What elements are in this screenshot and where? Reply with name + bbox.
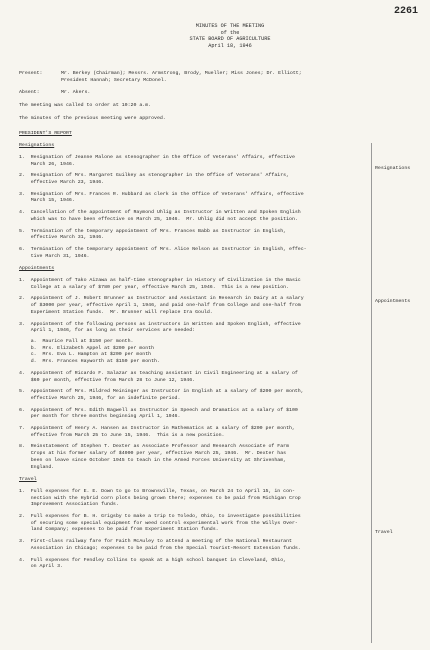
header-line-1: MINUTES OF THE MEETING xyxy=(195,23,265,29)
header-line-4: April 18, 1946 xyxy=(208,42,252,49)
margin-label-travel: Travel xyxy=(375,530,393,535)
resignation-item-line: 2. Resignation of Mrs. Margaret Guilkey as stenographer in the Office of Veterans' Affairs, xyxy=(19,173,290,179)
resignation-item-line: tive March 31, 1946. xyxy=(19,253,90,259)
appointment-item xyxy=(19,426,367,439)
resignation-item xyxy=(19,247,367,260)
present-label: Present: xyxy=(19,71,43,76)
appointment-item-line: Experiment Station funds. Mr. Brunner will replace Ira Gould. xyxy=(19,309,213,315)
resignations-list xyxy=(19,155,367,260)
appointment-item-line: c. Mrs. Eva L. Hampton at $200 per month xyxy=(19,352,152,358)
appointment-item-line: b. Mrs. Elizabeth Appel at $200 per month xyxy=(19,345,155,351)
travel-item-line: nection with the Hybrid corn plots being grown there; expenses to be paid from Michigan Crop xyxy=(19,495,301,501)
resignation-item-line: effective March 23, 1946. xyxy=(19,180,105,186)
travel-item-line: 3. First-class railway fare for Faith McAuley to attend a meeting of the National Restaurant xyxy=(19,539,292,545)
resignation-item-line: 3. Resignation of Mrs. Frances R. Hubbard as clerk in the Office of Veterans' Affairs, effective xyxy=(19,191,304,197)
resignation-item xyxy=(19,229,367,242)
header-line-3: STATE BOARD OF AGRICULTURE xyxy=(189,36,271,43)
resignation-item xyxy=(19,192,367,205)
travel-item xyxy=(19,539,367,552)
appointment-item-line: a. Maurice Fall at $150 per month. xyxy=(19,338,134,344)
appointment-item-line: College at a salary of $780 per year, effective March 25, 1946. This is a new position. xyxy=(19,284,290,290)
appointment-item-line: effective March 25, 1946, for an indefinite period. xyxy=(19,395,181,401)
appointment-item-line: 3. Appointment of the following persons as instructors in Written and Spoken English, effective xyxy=(19,321,301,327)
appointment-item-line: 4. Appointment of Ricardo F. Salazar as teaching assistant in Civil Engineering at a salary of xyxy=(19,370,298,376)
resignation-item-line: March 15, 1946. xyxy=(19,198,75,204)
travel-list xyxy=(19,489,367,571)
appointment-item-line: $60 per month, effective from March 28 to June 12, 1946. xyxy=(19,377,196,383)
page-number: 2261 xyxy=(394,6,419,17)
appointment-item xyxy=(19,408,367,421)
resignations-heading: Resignations xyxy=(19,143,55,149)
travel-item-line: Association in Chicago; expenses to be paid from the Special Tourist-Resort Extension funds. xyxy=(19,545,301,551)
travel-item xyxy=(19,514,367,534)
travel-item-line: 2. Full expenses for B. H. Grigsby to make a trip to Toledo, Ohio, to investigate possibilities xyxy=(19,514,301,520)
travel-item-line: 1. Full expenses for E. E. Down to go to Brownsville, Texas, on March 24 to April 15, in con- xyxy=(19,488,295,494)
travel-item-line: of securing some special equipment for weed control experimental work from the Willys Over- xyxy=(19,520,298,526)
travel-item-line: Improvement Association funds. xyxy=(19,502,119,508)
appointments-list xyxy=(19,278,367,471)
resignation-item-line: effective March 31, 1946. xyxy=(19,235,105,241)
called-to-order: The meeting was called to order at 10:20 a.m. xyxy=(19,103,152,109)
appointment-item-line: 2. Appointment of J. Robert Brunner as Instructor and Assistant in Research in Dairy at a salary xyxy=(19,296,304,302)
travel-heading: Travel xyxy=(19,477,37,483)
appointment-item-line: effective from March 25 to June 15, 1946. This is a new position. xyxy=(19,432,225,438)
appointment-item-line: 8. Reinstatement of Stephen T. Dexter as Associate Professor and Research Associate of Farm xyxy=(19,444,290,450)
resignation-item-line: 5. Termination of the temporary appointment of Mrs. Frances Babb as Instructor in English, xyxy=(19,228,287,234)
appointment-item-line: Crops at his former salary of $4000 per year, effective March 25, 1946. Mr. Dexter has xyxy=(19,451,287,457)
travel-item xyxy=(19,558,367,571)
resignation-item-line: 1. Resignation of Jeanne Malone as stenographer in the Office of Veterans' Affairs, effective xyxy=(19,154,295,160)
present-line-1: Mr. Berkey (Chairman); Messrs. Armstrong, Brody, Mueller; Miss Jones; Dr. Elliott; xyxy=(61,71,302,76)
appointment-item-line: 1. Appointment of Tako Aizawa as half-time stenographer in History of Civilization in the Basic xyxy=(19,278,301,284)
margin-label-resignations: Resignations xyxy=(375,166,411,171)
travel-item-line: on April 3. xyxy=(19,564,64,570)
appointment-item-line: of $3000 per year, effective April 1, 1946, and paid one-half from College and one-half from xyxy=(19,303,301,309)
appointment-item xyxy=(19,296,367,316)
appointment-item xyxy=(19,444,367,471)
appointment-item-line: England. xyxy=(19,464,55,470)
minutes-body xyxy=(19,71,367,571)
travel-item xyxy=(19,489,367,509)
appointment-item xyxy=(19,389,367,402)
absent-label: Absent: xyxy=(19,90,40,96)
resignation-item-line: 6. Termination of the temporary appointment of Mrs. Alice Nelson as Instructor in English, effec- xyxy=(19,246,307,252)
appointment-item-line: been on leave since October 1945 to teach in the Armed Forces University at Shrivenham, xyxy=(19,457,287,463)
absent-text: Mr. Akers. xyxy=(61,90,91,96)
appointment-item xyxy=(19,371,367,384)
travel-item-line: land Company; expenses to be paid from Experiment Station funds. xyxy=(19,527,219,533)
travel-item-line: 4. Full expenses for Fendley Collins to speak at a high school banquet in Cleveland, Ohio, xyxy=(19,557,287,563)
resignation-item xyxy=(19,210,367,223)
resignation-item-line: March 26, 1946. xyxy=(19,161,75,167)
margin-label-appointments: Appointments xyxy=(375,299,411,304)
appointment-item-line: April 1, 1946, for as long as their services are needed: xyxy=(19,328,196,334)
header-line-2: of the xyxy=(220,29,240,36)
resignation-item xyxy=(19,173,367,186)
appointment-item xyxy=(19,278,367,291)
appointment-item-line: 6. Appointment of Mrs. Edith Bagwell as Instructor in Speech and Dramatics at a salary of $100 xyxy=(19,407,298,413)
appointments-heading: Appointments xyxy=(19,266,55,272)
resignation-item-line: which was to have been effective on March 25, 1946. Mr. Uhlig did not accept the position. xyxy=(19,216,298,222)
appointment-item-line: 5. Appointment of Mrs. Mildred Meininger as Instructor in English at a salary of $200 per month, xyxy=(19,389,304,395)
appointment-item-line: per month for three months beginning April 1, 1946. xyxy=(19,414,181,420)
minutes-approved: The minutes of the previous meeting were approved. xyxy=(19,115,166,121)
minutes-header xyxy=(150,23,310,49)
margin-rule xyxy=(371,143,372,643)
appointment-item-line: 7. Appointment of Henry A. Hansen as Instructor in Mathematics at a salary of $200 per month, xyxy=(19,426,295,432)
resignation-item-line: 4. Cancellation of the appointment of Raymond Uhlig as Instructor in Written and Spoken English xyxy=(19,210,301,216)
appointment-item xyxy=(19,322,367,366)
present-block xyxy=(19,71,367,84)
resignation-item xyxy=(19,155,367,168)
presidents-report-heading: PRESIDENT'S REPORT xyxy=(19,130,72,136)
appointment-item-line: d. Mrs. Frances Hayworth at $150 per month. xyxy=(19,359,160,365)
absent-block xyxy=(19,90,367,97)
present-line-2: President Hannah; Secretary McDonel. xyxy=(61,77,167,83)
